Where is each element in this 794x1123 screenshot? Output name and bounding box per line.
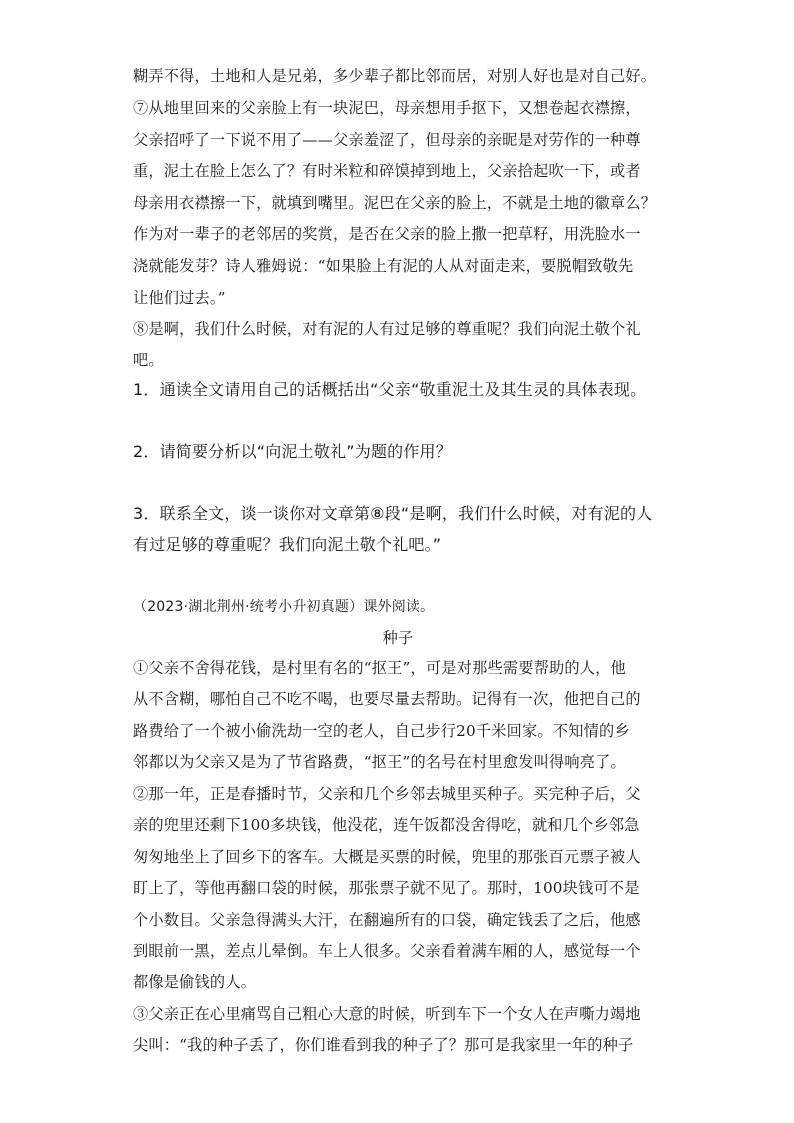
passage-line: 糊弄不得，土地和人是兄弟，多少辈子都比邻而居，对别人好也是对自己好。 — [133, 67, 657, 85]
passage-line: 母亲用衣襟擦一下，就填到嘴里。泥巴在父亲的脸上，不就是土地的徽章么？ — [133, 194, 657, 212]
passage-line: ②那一年，正是春播时节，父亲和几个乡邻去城里买种子。买完种子后，父 — [133, 785, 641, 803]
question-2: 2．请简要分析以“向泥土敬礼”为题的作用？ — [133, 442, 452, 461]
passage-line: 浇就能发芽？诗人雅姆说：“如果脸上有泥的人从对面走来，要脱帽致敬先 — [133, 257, 634, 275]
passage-line: 从不含糊，哪怕自己不吃不喝，也要尽量去帮助。记得有一次，他把自己的 — [133, 690, 641, 708]
passage-line: ③父亲正在心里痛骂自己粗心大意的时候，听到车下一个女人在声嘶力竭地 — [133, 1005, 641, 1023]
passage-line: 都像是偷钱的人。 — [133, 973, 257, 991]
passage-line: ⑧是啊，我们什么时候，对有泥的人有过足够的尊重呢？我们向泥土敬个礼 — [133, 320, 641, 338]
passage-line: 尖叫：“我的种子丢了，你们谁看到我的种子了？那可是我家里一年的种子 — [133, 1036, 634, 1054]
article-title: 种子 — [382, 629, 414, 647]
passage-line: ①父亲不舍得花钱，是村里有名的“抠王”，可是对那些需要帮助的人，他 — [133, 659, 626, 677]
passage-line: 父亲招呼了一下说不用了——父亲羞涩了，但母亲的亲昵是对劳作的一种尊 — [133, 131, 641, 149]
passage-line: 亲的兜里还剩下100多块钱，他没花，连午饭都没舍得吃，就和几个乡邻急 — [133, 816, 640, 834]
passage-line: 到眼前一黑，差点儿晕倒。车上人很多。父亲看着满车厢的人，感觉每一个 — [133, 942, 641, 960]
passage-line: 吧。 — [133, 351, 164, 369]
question-3-line-2: 有过足够的尊重呢？我们向泥土敬个礼吧。” — [133, 535, 442, 554]
source-note: （2023·湖北荆州·统考小升初真题）课外阅读。 — [133, 599, 435, 615]
passage-line: 路费给了一个被小偷洗劫一空的老人，自己步行20千米回家。不知情的乡 — [133, 722, 630, 740]
passage-line: 邻都以为父亲又是为了节省路费，“抠王”的名号在村里愈发叫得响亮了。 — [133, 753, 626, 771]
question-3-line-1: 3．联系全文，谈一谈你对文章第⑧段“是啊，我们什么时候，对有泥的人 — [133, 504, 653, 523]
passage-line: 重，泥土在脸上怎么了？有时米粒和碎馍掉到地上，父亲拾起吹一下，或者 — [133, 162, 641, 180]
passage-line: 作为对一辈子的老邻居的奖赏，是否在父亲的脸上撒一把草籽，用洗脸水一 — [133, 225, 641, 243]
passage-line: 盯上了，等他再翻口袋的时候，那张票子就不见了。那时，100块钱可不是 — [133, 879, 640, 897]
passage-line: 让他们过去。” — [133, 289, 226, 307]
passage-line: 匆匆地坐上了回乡下的客车。大概是买票的时候，兜里的那张百元票子被人 — [133, 848, 641, 866]
passage-line: ⑦从地里回来的父亲脸上有一块泥巴，母亲想用手抠下，又想卷起衣襟擦， — [133, 99, 641, 117]
question-1: 1．通读全文请用自己的话概括出“父亲“敬重泥土及其生灵的具体表现。 — [133, 380, 647, 399]
passage-line: 个小数目。父亲急得满头大汗，在翻遍所有的口袋，确定钱丢了之后，他感 — [133, 911, 641, 929]
